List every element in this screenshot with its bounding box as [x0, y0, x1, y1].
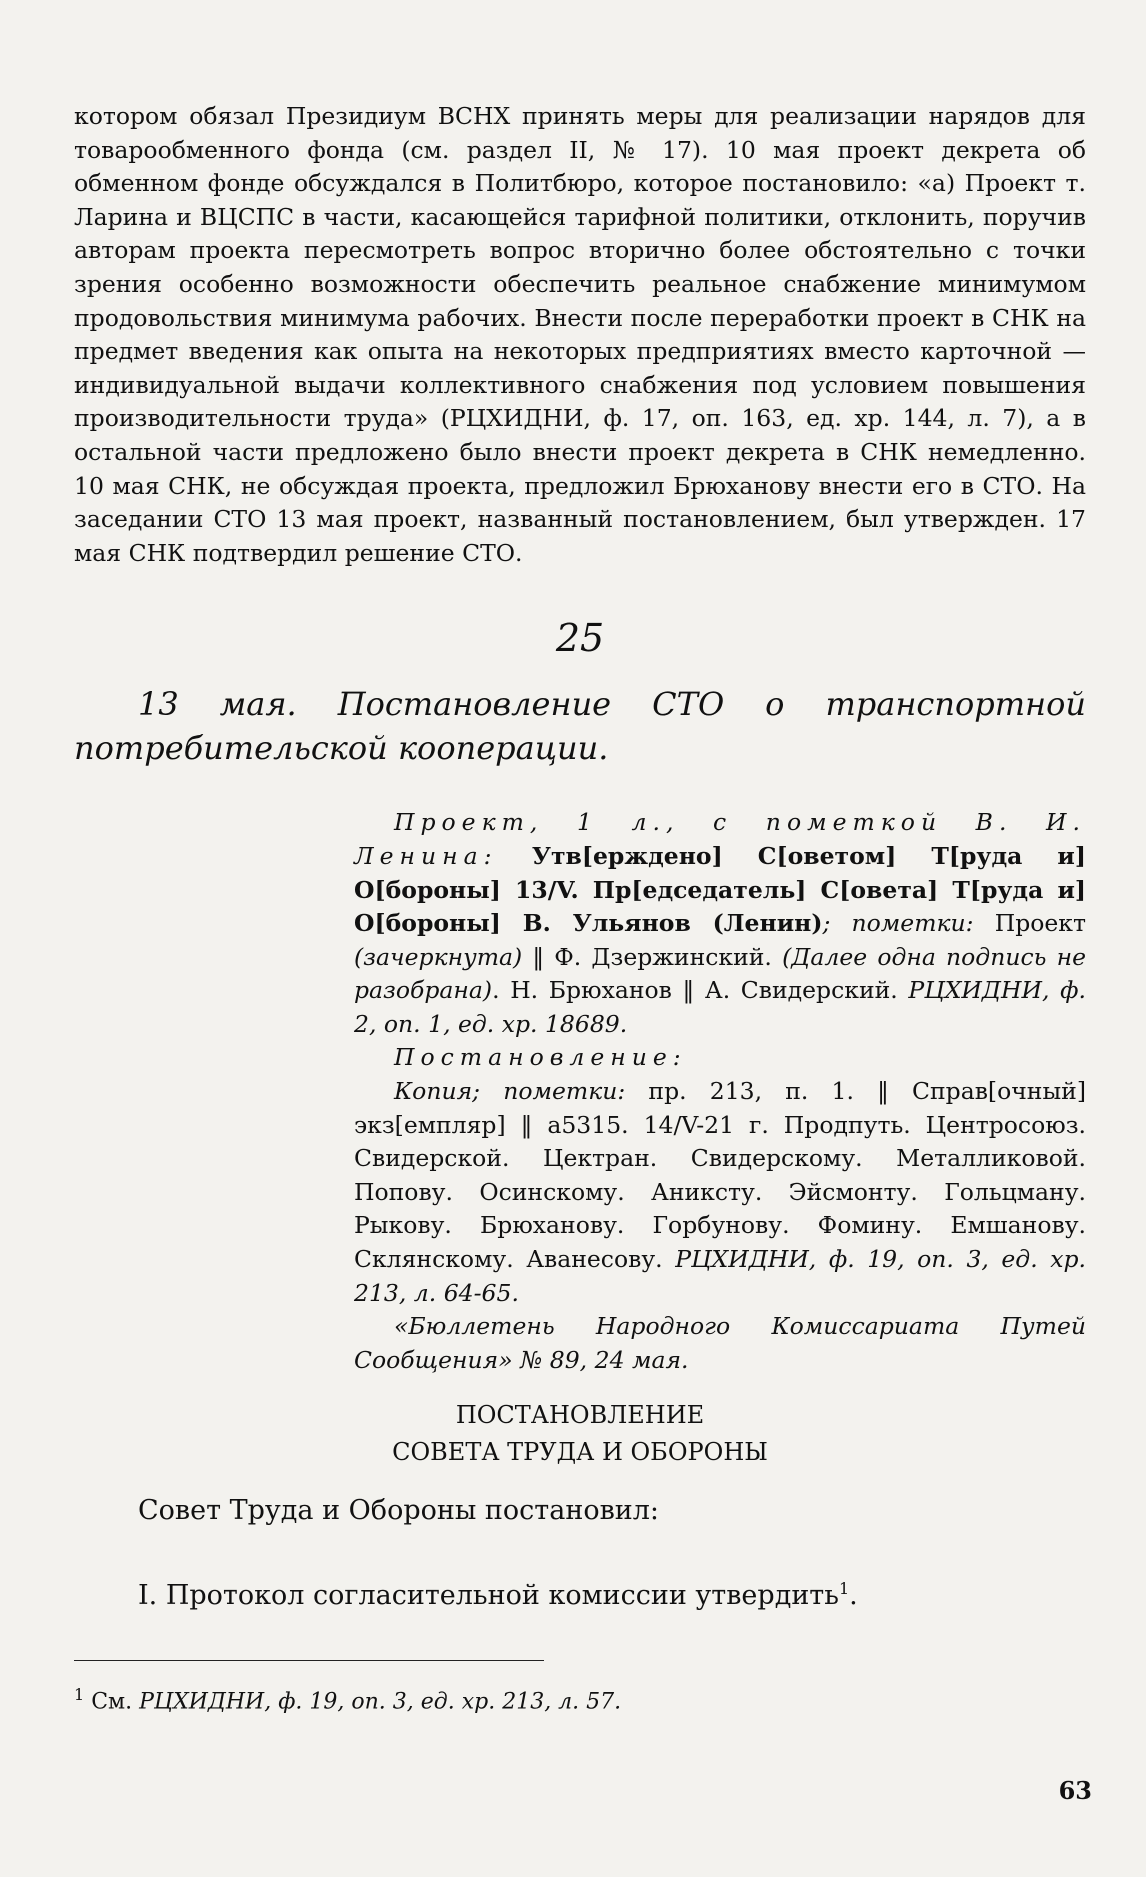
- decree-heading-line-2: СОВЕТА ТРУДА И ОБОРОНЫ: [392, 1438, 768, 1467]
- decree-heading-line-1: ПОСТАНОВЛЕНИЕ: [455, 1401, 705, 1430]
- decree-point-1-text: I. Протокол согласительной комиссии утвердить: [138, 1580, 839, 1612]
- archive-note-after-crossed: ‖ Ф. Дзержинский.: [522, 942, 783, 971]
- footnote-mark: 1: [74, 1685, 85, 1704]
- archive-note-decree-lead: Постановление:: [394, 1043, 687, 1072]
- decree-point-1-end: .: [849, 1580, 858, 1612]
- decree-heading: [74, 1397, 1086, 1471]
- page-number: 63: [1058, 1776, 1092, 1805]
- decree-intro: Совет Труда и Обороны постановил:: [138, 1495, 660, 1527]
- document-title: 13 мая. Постановление СТО о транспортной потребительской кооперации.: [74, 685, 1086, 768]
- archive-note-project-ref: РЦХИДНИ, ф. 2, оп. 1, ед. хр. 18689.: [354, 976, 1086, 1038]
- document-number: 25: [555, 616, 605, 661]
- archive-note-project-lead: Проект, 1 л., с пометкой В. И. Ленина:: [354, 808, 1086, 870]
- page-body: [74, 100, 1086, 1654]
- archive-note-copy-ref: РЦХИДНИ, ф. 19, оп. 3, ед. хр. 213, л. 64-65.: [354, 1245, 1086, 1307]
- footnote: [74, 1680, 1086, 1717]
- archive-note-after-unread: . Н. Брюханов ‖ А. Свидерский.: [492, 976, 909, 1005]
- intro-paragraph: котором обязал Президиум ВСНХ принять меры для реализации нарядов для товарообменного фонда (см. раздел II, № 17). 10 мая проект декрета об обменном фонде обсуждался в Политбюро, которое постановило: «а) Проект т. Ларина и ВЦСПС в части, касающейся тарифной политики, отклонить, поручив авторам проекта пересмотреть вопрос вторично более обстоятельно с точки зрения особенно возможности обеспечить реальное снабжение минимумом продовольствия минимума рабочих. Внести после переработки проект в СНК на предмет введения как опыта на некоторых предприятиях вместо карточной — индивидуальной выдачи коллективного снабжения под условием повышения производительности труда» (РЦХИДНИ, ф. 17, оп. 163, ед. хр. 144, л. 7), а в остальной части предложено было внести проект декрета в СНК немедленно. 10 мая СНК, не обсуждая проекта, предложил Брюханову внести его в СТО. На заседании СТО 13 мая проект, названный постановлением, был утвержден. 17 мая СНК подтвердил решение СТО.: [74, 102, 1086, 567]
- decree-point-1: [74, 1569, 1086, 1616]
- archive-note-decree: [354, 1041, 1086, 1075]
- archive-note-approval: Утв[ерждено] С[оветом] Т[руда и] О[бороны] 13/V. Пр[едседатель] С[овета] Т[руда и] О[бороны] В. Ульянов (Ленин): [354, 841, 1086, 938]
- archive-note-project: [354, 806, 1086, 1041]
- footnote-text: РЦХИДНИ, ф. 19, оп. 3, ед. хр. 213, л. 57.: [139, 1689, 622, 1715]
- archive-note-copy-label: Копия; пометки:: [394, 1077, 626, 1106]
- archive-notes: [354, 806, 1086, 1377]
- publication-note: «Бюллетень Народного Комиссариата Путей Сообщения» № 89, 24 мая.: [354, 1312, 1086, 1374]
- archive-note-remarks-label: ; пометки:: [822, 909, 974, 938]
- footnote-divider: [74, 1660, 544, 1661]
- archive-note-unread: (Далее одна подпись не разобрана): [354, 942, 1086, 1005]
- footnote-prefix: См.: [91, 1689, 140, 1715]
- archive-note-copy-text: пр. 213, п. 1. ‖ Справ[очный] экз[емпляр] ‖ а5315. 14/V-21 г. Продпуть. Центросоюз. Свидерской. Цектран. Свидерскому. Металликовой. Попову. Осинскому. Аниксту. Эйсмонту. Гольцману. Рыкову. Брюханову. Горбунову. Фомину. Емшанову. Склянскому. Аванесову.: [354, 1077, 1086, 1274]
- archive-note-remarks-text: Проект: [973, 909, 1086, 938]
- footnote-reference: 1: [838, 1579, 850, 1599]
- archive-note-crossed: (зачеркнута): [354, 942, 523, 971]
- archive-note-copy: [354, 1075, 1086, 1310]
